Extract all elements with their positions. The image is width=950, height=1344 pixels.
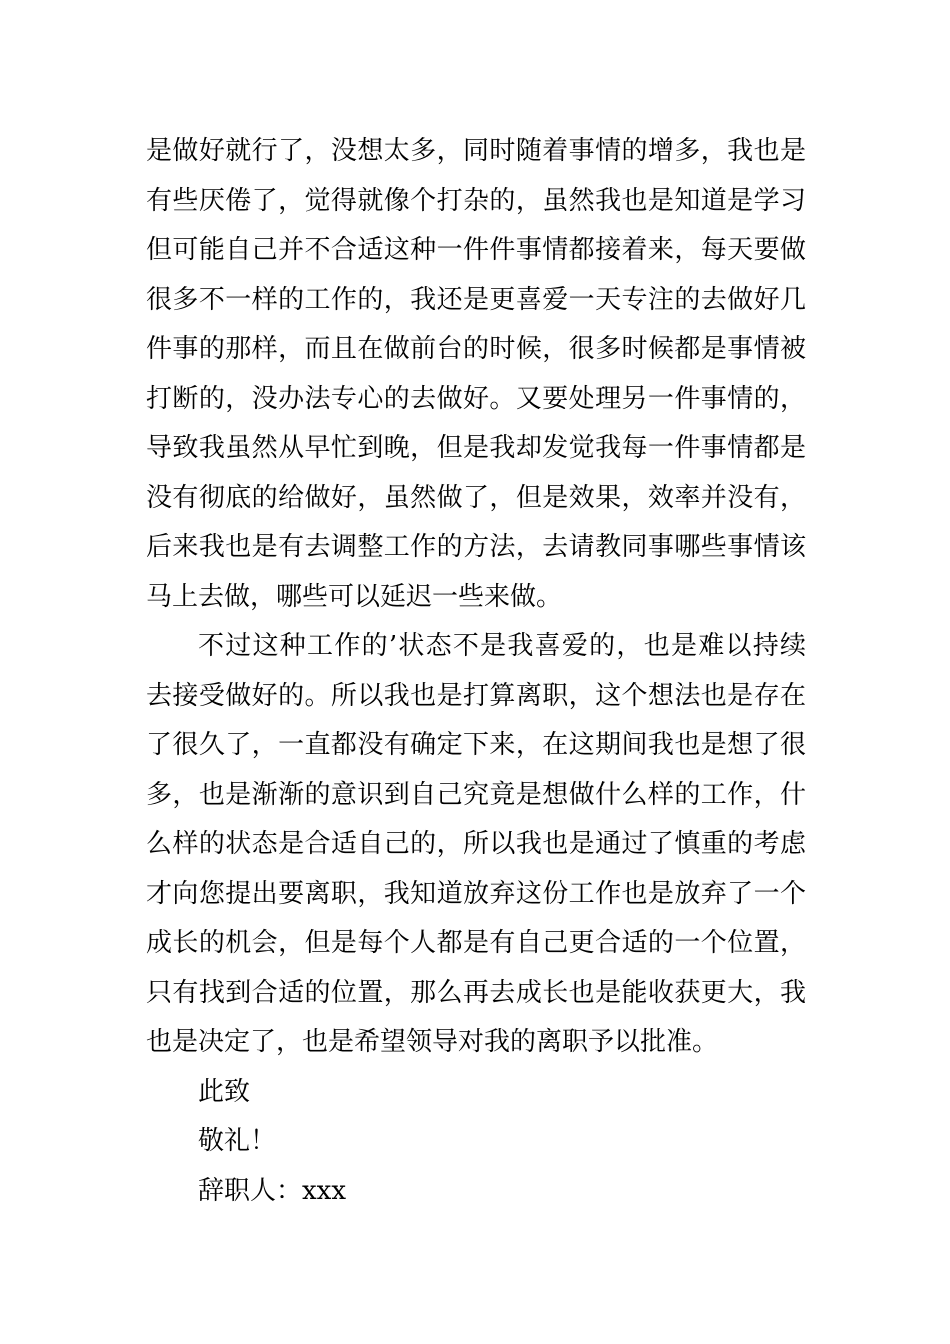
text-line: 去接受做好的。所以我也是打算离职，这个想法也是存在 (146, 680, 806, 711)
text-line: 件事的那样，而且在做前台的时候，很多时候都是事情被 (146, 334, 806, 364)
signature: 辞职人：xxx (198, 1175, 346, 1206)
letter-body (146, 127, 806, 1216)
text-line: 只有找到合适的位置，那么再去成长也是能收获更大，我 (146, 977, 806, 1008)
text-line: 没有彻底的给做好，虽然做了，但是效果，效率并没有， (146, 482, 806, 513)
text-line: 不过这种工作的’状态不是我喜爱的，也是难以持续 (198, 631, 806, 661)
text-line: 有些厌倦了，觉得就像个打杂的，虽然我也是知道是学习 (146, 185, 806, 216)
text-line: 么样的状态是合适自己的，所以我也是通过了慎重的考虑 (146, 829, 806, 859)
text-line: 但可能自己并不合适这种一件件事情都接着来，每天要做 (146, 235, 806, 265)
letter-closing (146, 1068, 806, 1217)
closing-regards: 敬礼！ (198, 1126, 277, 1156)
text-line: 也是决定了，也是希望领导对我的离职予以批准。 (146, 1027, 719, 1057)
closing-salutation: 此致 (198, 1076, 251, 1107)
paragraph-2 (146, 622, 806, 1068)
paragraph-1 (146, 127, 806, 622)
text-line: 马上去做，哪些可以延迟一些来做。 (146, 581, 563, 612)
text-line: 多，也是渐渐的意识到自己究竟是想做什么样的工作，什 (146, 779, 806, 810)
text-line: 了很久了，一直都没有确定下来，在这期间我也是想了很 (146, 730, 806, 760)
text-line: 才向您提出要离职，我知道放弃这份工作也是放弃了一个 (146, 878, 806, 909)
text-line: 打断的，没办法专心的去做好。又要处理另一件事情的， (146, 383, 806, 414)
text-line: 很多不一样的工作的，我还是更喜爱一天专注的去做好几 (146, 284, 806, 315)
text-line: 后来我也是有去调整工作的方法，去请教同事哪些事情该 (146, 532, 806, 562)
text-line: 是做好就行了，没想太多，同时随着事情的增多，我也是 (146, 136, 806, 166)
text-line: 导致我虽然从早忙到晚，但是我却发觉我每一件事情都是 (146, 433, 806, 463)
text-line: 成长的机会，但是每个人都是有自己更合适的一个位置， (146, 928, 806, 958)
